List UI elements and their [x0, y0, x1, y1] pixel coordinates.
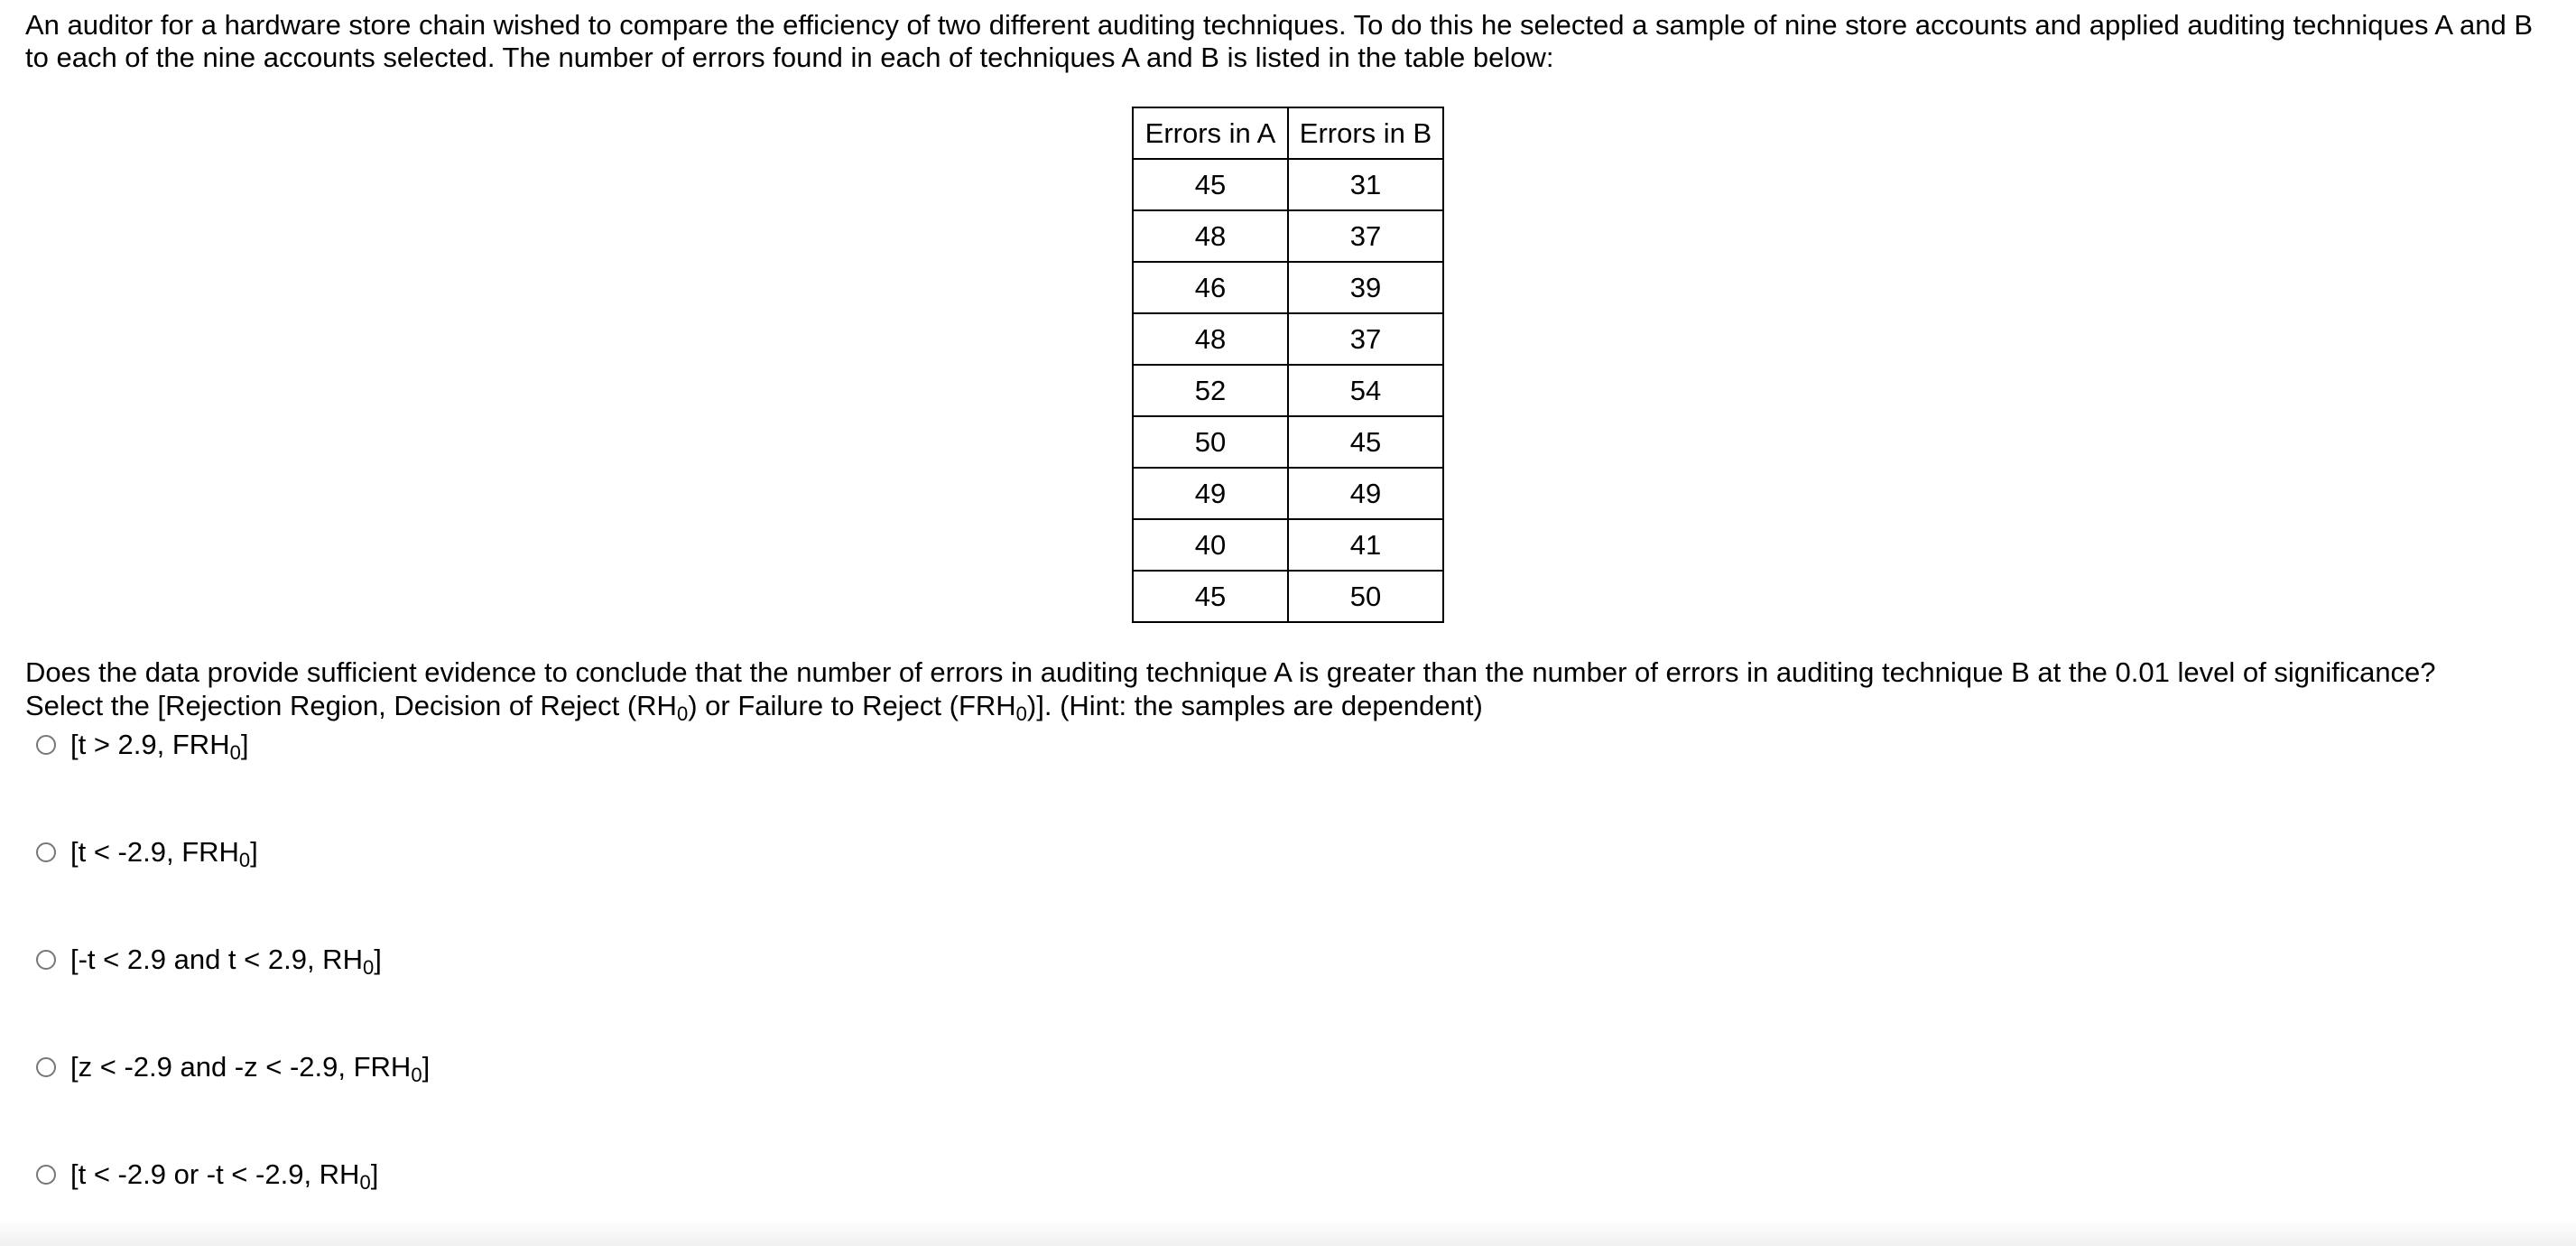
subscript-zero: 0: [362, 955, 375, 979]
table-row: [1133, 416, 1443, 468]
option-text: [-t < 2.9 and t < 2.9, RH: [70, 943, 363, 975]
subscript-zero: 0: [1015, 702, 1027, 725]
option-text: [t < -2.9 or -t < -2.9, RH: [70, 1158, 360, 1190]
subscript-zero: 0: [238, 848, 251, 871]
radio-button-icon[interactable]: [36, 842, 56, 862]
table-row: [1133, 519, 1443, 571]
cell-errors-b: 54: [1288, 365, 1443, 416]
option-text: [z < -2.9 and -z < -2.9, FRH: [70, 1050, 412, 1083]
header-errors-a: Errors in A: [1133, 107, 1288, 159]
question-text: [25, 656, 2551, 725]
cell-errors-a: 40: [1133, 519, 1288, 571]
table-row: [1133, 571, 1443, 622]
question-line-2: [25, 689, 2551, 725]
table-container: [25, 107, 2551, 623]
bottom-shadow: [0, 1219, 2576, 1246]
answer-option-2[interactable]: [25, 835, 2551, 869]
radio-button-icon[interactable]: [36, 1165, 56, 1185]
cell-errors-b: 45: [1288, 416, 1443, 468]
table-row: [1133, 365, 1443, 416]
cell-errors-a: 49: [1133, 468, 1288, 519]
option-label: [70, 1158, 379, 1194]
radio-button-icon[interactable]: [36, 735, 56, 755]
table-row: [1133, 159, 1443, 210]
subscript-zero: 0: [359, 1170, 371, 1194]
cell-errors-a: 45: [1133, 159, 1288, 210]
option-text-end: ]: [250, 835, 258, 868]
answer-option-1[interactable]: [25, 728, 2551, 764]
cell-errors-a: 48: [1133, 210, 1288, 262]
option-text-end: ]: [240, 728, 249, 760]
radio-button-icon[interactable]: [36, 1057, 56, 1077]
table-row: [1133, 210, 1443, 262]
header-errors-b: Errors in B: [1288, 107, 1443, 159]
errors-table: [1132, 107, 1444, 623]
question-line-2-part-2: ) or Failure to Reject (FRH: [688, 690, 1016, 721]
cell-errors-b: 49: [1288, 468, 1443, 519]
cell-errors-a: 48: [1133, 313, 1288, 365]
cell-errors-b: 41: [1288, 519, 1443, 571]
cell-errors-b: 37: [1288, 210, 1443, 262]
option-label: [70, 943, 382, 979]
cell-errors-a: 46: [1133, 262, 1288, 313]
subscript-zero: 0: [229, 740, 241, 764]
option-label: [70, 836, 258, 869]
subscript-zero: 0: [411, 1063, 422, 1086]
option-text: [t < -2.9, FRH: [70, 835, 239, 868]
option-label: [70, 728, 249, 764]
table-row: [1133, 262, 1443, 313]
question-line-1: Does the data provide sufficient evidence to conclude that the number of errors in auditing technique A is greater than the number of errors in auditing technique B at the 0.01 level of significance?: [25, 656, 2436, 688]
cell-errors-a: 45: [1133, 571, 1288, 622]
option-text-end: ]: [374, 943, 382, 975]
cell-errors-b: 37: [1288, 313, 1443, 365]
answer-option-3[interactable]: [25, 943, 2551, 979]
option-label: [70, 1050, 431, 1086]
option-text: [t > 2.9, FRH: [70, 728, 230, 760]
cell-errors-b: 50: [1288, 571, 1443, 622]
answer-option-5[interactable]: [25, 1158, 2551, 1194]
option-text-end: ]: [422, 1050, 431, 1083]
table-row: [1133, 313, 1443, 365]
subscript-zero: 0: [676, 702, 689, 725]
question-line-2-part-3: )]. (Hint: the samples are dependent): [1026, 690, 1483, 721]
answer-option-4[interactable]: [25, 1050, 2551, 1086]
question-line-2-part-1: Select the [Rejection Region, Decision of Reject (RH: [25, 690, 677, 721]
table-header-row: [1133, 107, 1443, 159]
cell-errors-b: 31: [1288, 159, 1443, 210]
option-text-end: ]: [370, 1158, 379, 1190]
radio-button-icon[interactable]: [36, 950, 56, 970]
cell-errors-a: 52: [1133, 365, 1288, 416]
cell-errors-a: 50: [1133, 416, 1288, 468]
table-row: [1133, 468, 1443, 519]
cell-errors-b: 39: [1288, 262, 1443, 313]
problem-intro: An auditor for a hardware store chain wished to compare the efficiency of two different auditing techniques. To do this he selected a sample of nine store accounts and applied auditing techniques A and B to each of the nine accounts selected. The number of errors found in each of techniques A and B is listed in the table below:: [25, 9, 2533, 73]
answer-options: [25, 728, 2551, 1194]
